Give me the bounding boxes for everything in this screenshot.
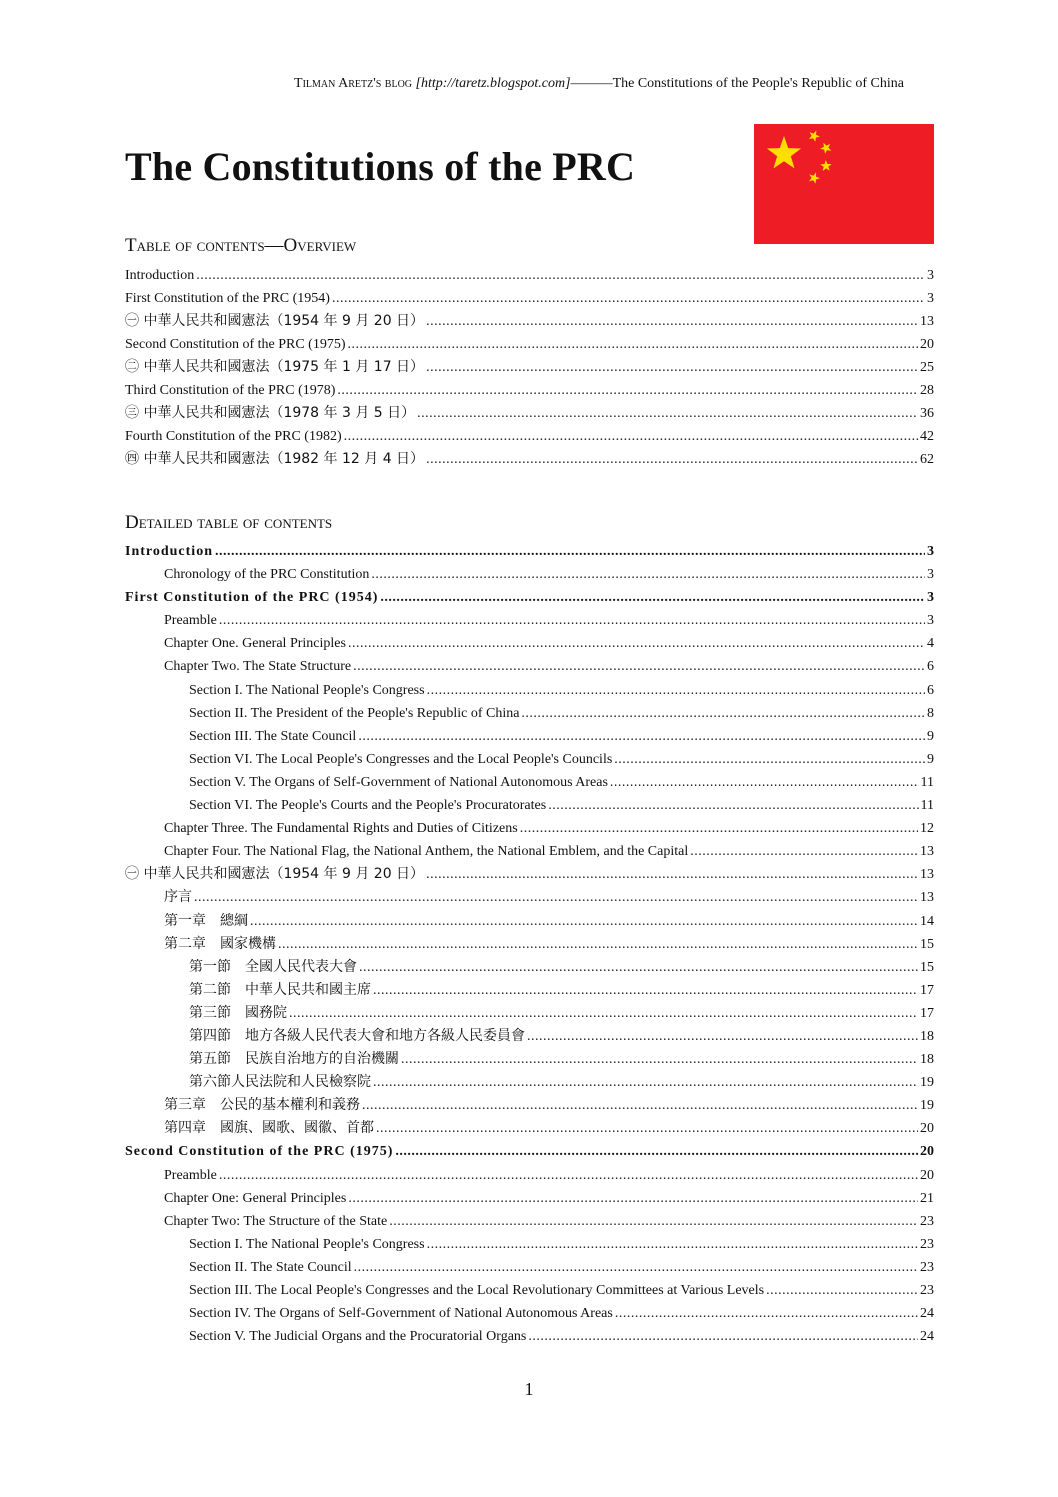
- toc-entry-title: ㊃ 中華人民共和國憲法（1982 年 12 月 4 日）: [125, 451, 425, 467]
- toc-dot-leader: [354, 1256, 918, 1279]
- toc-entry[interactable]: [125, 702, 934, 725]
- toc-entry-title: Chapter Two. The State Structure: [164, 659, 352, 675]
- toc-entry-page: 17: [920, 1005, 934, 1021]
- running-header: [160, 76, 904, 92]
- toc-entry-page: 3: [927, 567, 934, 583]
- toc-dot-leader: [417, 402, 918, 425]
- toc-entry-page: 3: [927, 268, 934, 283]
- toc-entry-page: 36: [920, 406, 934, 421]
- toc-dot-leader: [353, 655, 925, 678]
- toc-entry-title: Preamble: [164, 613, 217, 629]
- toc-entry[interactable]: [125, 863, 934, 886]
- toc-entry-page: 23: [920, 1259, 934, 1275]
- toc-entry[interactable]: [125, 933, 934, 956]
- toc-dot-leader: [426, 448, 918, 471]
- toc-dot-leader: [371, 563, 925, 586]
- toc-dot-leader: [389, 1210, 918, 1233]
- toc-entry-title: 第三章 公民的基本權利和義務: [164, 1097, 360, 1114]
- document-title: The Constitutions of the PRC: [125, 144, 636, 189]
- toc-dot-leader: [427, 1233, 918, 1256]
- toc-detailed: [125, 540, 934, 1348]
- toc-entry-page: 15: [920, 936, 934, 952]
- toc-dot-leader: [337, 379, 918, 402]
- toc-entry-page: 11: [920, 798, 934, 814]
- toc-dot-leader: [376, 1117, 918, 1140]
- toc-entry[interactable]: [125, 425, 934, 448]
- toc-entry-title: Chapter Two: The Structure of the State: [164, 1213, 388, 1229]
- toc-entry[interactable]: [125, 979, 934, 1002]
- toc-entry-title: 第一章 總綱: [164, 912, 248, 929]
- toc-dot-leader: [362, 1094, 918, 1117]
- toc-dot-leader: [426, 863, 918, 886]
- toc-entry-title: Chapter Three. The Fundamental Rights and Duties of Citizens: [164, 821, 518, 837]
- toc-dot-leader: [520, 817, 918, 840]
- toc-entry[interactable]: [125, 1117, 934, 1140]
- toc-entry[interactable]: [125, 586, 934, 609]
- toc-entry[interactable]: [125, 310, 934, 333]
- toc-entry-title: Section III. The State Council: [189, 728, 357, 744]
- toc-entry-page: 17: [920, 982, 934, 998]
- toc-entry[interactable]: [125, 840, 934, 863]
- toc-overview: [125, 264, 934, 471]
- header-author: Tilman Aretz's blog: [294, 76, 413, 91]
- toc-dot-leader: [766, 1279, 918, 1302]
- toc-dot-leader: [358, 725, 925, 748]
- toc-entry-title: 第四章 國旗、國歌、國徽、首都: [164, 1120, 374, 1137]
- toc-entry[interactable]: [125, 1094, 934, 1117]
- toc-entry-page: 3: [927, 291, 934, 306]
- toc-dot-leader: [395, 1140, 918, 1163]
- toc-dot-leader: [527, 1025, 918, 1048]
- toc-entry[interactable]: [125, 794, 934, 817]
- toc-entry[interactable]: [125, 748, 934, 771]
- toc-dot-leader: [610, 771, 919, 794]
- toc-entry-title: ㊀ 中華人民共和國憲法（1954 年 9 月 20 日）: [125, 313, 425, 329]
- toc-entry-title: Second Constitution of the PRC (1975): [125, 1144, 394, 1160]
- toc-dot-leader: [194, 886, 918, 909]
- toc-dot-leader: [373, 979, 918, 1002]
- toc-dot-leader: [215, 540, 925, 563]
- toc-dot-leader: [427, 679, 925, 702]
- toc-entry-page: 3: [927, 544, 934, 559]
- toc-entry-page: 18: [920, 1052, 934, 1068]
- toc-entry-title: Third Constitution of the PRC (1978): [125, 383, 336, 398]
- header-dash: ———: [570, 76, 613, 91]
- toc-entry-title: Section II. The State Council: [189, 1259, 352, 1275]
- toc-entry[interactable]: [125, 1187, 934, 1210]
- toc-entry[interactable]: [125, 1256, 934, 1279]
- toc-dot-leader: [401, 1048, 918, 1071]
- toc-entry-title: 第四節 地方各級人民代表大會和地方各級人民委員會: [189, 1027, 525, 1044]
- toc-entry-title: Section I. The National People's Congress: [189, 682, 425, 698]
- toc-entry-page: 19: [920, 1075, 934, 1091]
- toc-detailed-heading: Detailed table of contents: [125, 512, 333, 533]
- toc-dot-leader: [521, 702, 925, 725]
- toc-entry[interactable]: [125, 379, 934, 402]
- toc-entry[interactable]: [125, 264, 934, 287]
- toc-dot-leader: [690, 840, 918, 863]
- toc-entry-page: 6: [927, 659, 934, 675]
- toc-dot-leader: [614, 748, 925, 771]
- toc-entry-page: 24: [920, 1306, 934, 1322]
- toc-entry-page: 24: [920, 1329, 934, 1345]
- toc-entry-title: 序言: [164, 889, 192, 906]
- toc-dot-leader: [426, 310, 918, 333]
- toc-entry-page: 23: [920, 1236, 934, 1252]
- toc-entry[interactable]: [125, 771, 934, 794]
- toc-entry-page: 42: [920, 429, 934, 444]
- toc-entry[interactable]: [125, 655, 934, 678]
- toc-entry-title: Section III. The Local People's Congresses and the Local Revolutionary Committees at Various Levels: [189, 1283, 765, 1298]
- toc-dot-leader: [196, 264, 925, 287]
- toc-entry[interactable]: [125, 402, 934, 425]
- toc-dot-leader: [332, 287, 925, 310]
- toc-dot-leader: [348, 632, 925, 655]
- toc-entry-title: Section II. The President of the People's Republic of China: [189, 705, 520, 721]
- toc-entry-title: First Constitution of the PRC (1954): [125, 590, 379, 606]
- toc-dot-leader: [344, 425, 918, 448]
- toc-entry-page: 3: [927, 590, 934, 606]
- toc-dot-leader: [278, 933, 918, 956]
- toc-entry[interactable]: [125, 679, 934, 702]
- toc-entry-title: Section VI. The People's Courts and the People's Procuratorates: [189, 798, 547, 814]
- toc-entry-title: Chronology of the PRC Constitution: [164, 567, 370, 583]
- header-document-title: The Constitutions of the People's Republic of China: [612, 76, 904, 91]
- toc-dot-leader: [548, 794, 918, 817]
- toc-entry-title: ㊂ 中華人民共和國憲法（1978 年 3 月 5 日）: [125, 405, 416, 421]
- toc-entry-title: Preamble: [164, 1167, 217, 1183]
- toc-entry[interactable]: [125, 1233, 934, 1256]
- toc-entry[interactable]: [125, 910, 934, 933]
- toc-entry[interactable]: [125, 632, 934, 655]
- toc-entry-page: 28: [920, 383, 934, 398]
- toc-entry-title: Second Constitution of the PRC (1975): [125, 337, 346, 352]
- toc-entry-page: 14: [920, 913, 934, 929]
- toc-entry-page: 8: [927, 705, 934, 721]
- toc-entry-title: ㊀ 中華人民共和國憲法（1954 年 9 月 20 日）: [125, 866, 425, 883]
- toc-entry[interactable]: [125, 563, 934, 586]
- toc-entry-page: 12: [920, 821, 934, 837]
- toc-entry-title: Section I. The National People's Congress: [189, 1236, 425, 1252]
- toc-entry-page: 9: [927, 728, 934, 744]
- toc-entry-page: 3: [927, 613, 934, 629]
- toc-entry-page: 4: [927, 636, 934, 652]
- header-url-link[interactable]: [http://taretz.blogspot.com]: [415, 76, 571, 91]
- toc-entry[interactable]: [125, 1164, 934, 1187]
- toc-dot-leader: [615, 1302, 918, 1325]
- toc-entry-page: 6: [927, 682, 934, 698]
- toc-entry[interactable]: [125, 956, 934, 979]
- toc-entry-title: Fourth Constitution of the PRC (1982): [125, 429, 342, 444]
- toc-entry[interactable]: [125, 1210, 934, 1233]
- toc-entry[interactable]: [125, 725, 934, 748]
- prc-flag-image: [754, 124, 934, 244]
- toc-entry-page: 20: [920, 1167, 934, 1183]
- toc-entry-title: Chapter One. General Principles: [164, 636, 346, 652]
- toc-entry-page: 21: [920, 1190, 934, 1206]
- toc-entry[interactable]: [125, 1302, 934, 1325]
- toc-dot-leader: [250, 910, 918, 933]
- toc-dot-leader: [373, 1071, 918, 1094]
- toc-entry-title: Section VI. The Local People's Congresses and the Local People's Councils: [189, 751, 613, 767]
- toc-entry-title: Chapter One: General Principles: [164, 1190, 347, 1206]
- toc-entry-page: 18: [920, 1028, 934, 1044]
- toc-entry-title: 第五節 民族自治地方的自治機關: [189, 1051, 399, 1068]
- toc-entry[interactable]: [125, 1279, 934, 1302]
- toc-entry[interactable]: [125, 1325, 934, 1348]
- toc-dot-leader: [289, 1002, 918, 1025]
- toc-entry[interactable]: [125, 1002, 934, 1025]
- toc-entry-title: ㊁ 中華人民共和國憲法（1975 年 1 月 17 日）: [125, 359, 425, 375]
- toc-entry[interactable]: [125, 356, 934, 379]
- toc-entry[interactable]: [125, 333, 934, 356]
- toc-entry-page: 13: [920, 867, 934, 883]
- toc-entry-title: Introduction: [125, 268, 195, 283]
- toc-entry[interactable]: [125, 1071, 934, 1094]
- toc-entry-title: First Constitution of the PRC (1954): [125, 291, 330, 306]
- toc-entry-page: 13: [920, 844, 934, 860]
- flag-red-field: [754, 124, 934, 244]
- toc-entry[interactable]: [125, 540, 934, 563]
- toc-entry-title: 第二章 國家機構: [164, 935, 276, 952]
- toc-dot-leader: [380, 586, 925, 609]
- toc-entry[interactable]: [125, 1140, 934, 1163]
- toc-entry[interactable]: [125, 609, 934, 632]
- toc-entry-title: Introduction: [125, 544, 213, 559]
- toc-dot-leader: [348, 333, 919, 356]
- toc-entry-page: 25: [920, 360, 934, 375]
- toc-dot-leader: [348, 1187, 918, 1210]
- toc-dot-leader: [219, 1164, 918, 1187]
- toc-entry[interactable]: [125, 1025, 934, 1048]
- toc-dot-leader: [426, 356, 918, 379]
- toc-entry-title: Chapter Four. The National Flag, the National Anthem, the National Emblem, and the Capital: [164, 844, 689, 860]
- toc-entry-page: 19: [920, 1098, 934, 1114]
- toc-entry-page: 13: [920, 314, 934, 329]
- toc-entry-title: 第三節 國務院: [189, 1004, 287, 1021]
- toc-entry[interactable]: [125, 817, 934, 840]
- toc-entry[interactable]: [125, 448, 934, 471]
- toc-entry-page: 20: [920, 337, 934, 352]
- toc-overview-heading: Table of contents—Overview: [125, 235, 357, 256]
- toc-entry-page: 20: [920, 1121, 934, 1137]
- toc-entry[interactable]: [125, 287, 934, 310]
- toc-dot-leader: [219, 609, 925, 632]
- toc-entry-page: 15: [920, 959, 934, 975]
- toc-dot-leader: [528, 1325, 918, 1348]
- page-number: 1: [524, 1379, 534, 1399]
- toc-entry-title: 第一節 全國人民代表大會: [189, 958, 357, 975]
- toc-entry-page: 23: [920, 1213, 934, 1229]
- toc-entry-page: 23: [920, 1283, 934, 1298]
- toc-entry-page: 11: [920, 774, 934, 790]
- toc-entry-title: 第六節人民法院和人民檢察院: [189, 1074, 371, 1091]
- toc-entry-page: 62: [920, 452, 934, 467]
- toc-entry-page: 20: [920, 1144, 934, 1160]
- toc-entry-page: 9: [927, 751, 934, 767]
- toc-entry-page: 13: [920, 890, 934, 906]
- toc-entry[interactable]: [125, 1048, 934, 1071]
- toc-entry[interactable]: [125, 886, 934, 909]
- toc-dot-leader: [359, 956, 918, 979]
- toc-entry-title: 第二節 中華人民共和國主席: [189, 981, 371, 998]
- toc-entry-title: Section V. The Judicial Organs and the Procuratorial Organs: [189, 1329, 527, 1345]
- toc-entry-title: Section IV. The Organs of Self-Government of National Autonomous Areas: [189, 1306, 613, 1322]
- toc-entry-title: Section V. The Organs of Self-Government of National Autonomous Areas: [189, 774, 608, 790]
